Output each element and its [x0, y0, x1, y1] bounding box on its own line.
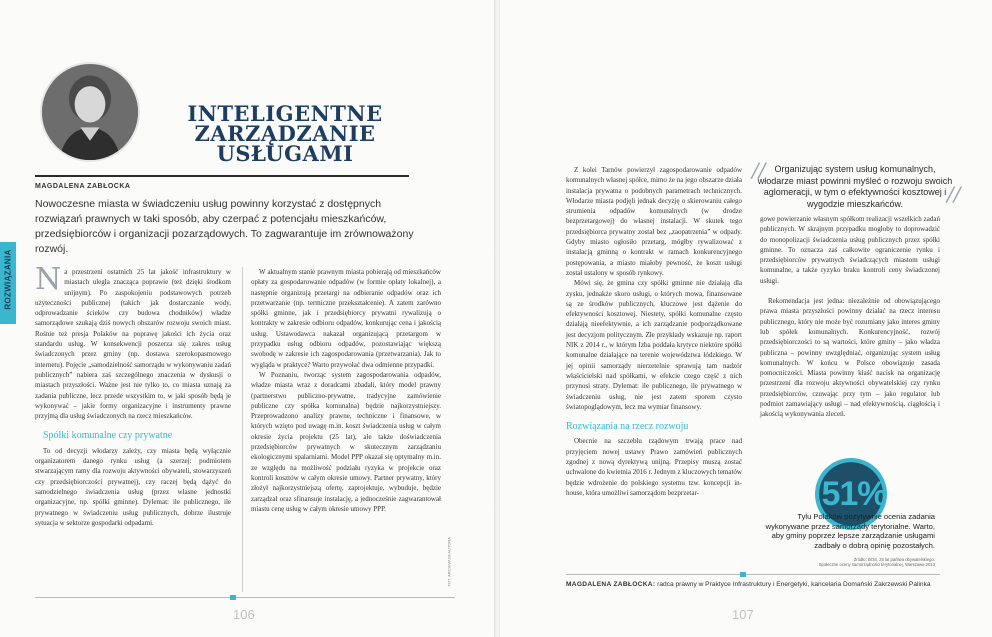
subheading: Rozwiązania na rzecz rozwoju	[566, 421, 689, 433]
page-number-right: 107	[732, 607, 754, 622]
left-column-1	[35, 262, 231, 528]
photo-credit: FOT. ARCHIWUM AUTORA	[446, 537, 452, 587]
author-name: MAGDALENA ZABŁOCKA	[35, 183, 131, 190]
paragraph: Obecnie na szczeblu rządowym trwają prace nad przyjęciem nowej ustawy Prawo zamówień publicznych zgodnej z nową dyrektywą unijną. Przepisy muszą zostać uchwalone do kwietnia 2016 r. Jednym z kluczowych tematów będzie wdrożenie do polskiego systemu tzw. koncepcji in-house, która umożliwi samorządom bezprzetar-	[566, 437, 742, 497]
paragraph: W Poznaniu, tworząc system zagospodarowania odpadów, władze miasta wraz z doradcami zbadali, który model prawny (partnerstwo publiczno-prywatne, tradycyjne zamówienie publiczne czy spółka komunalna) będzie najkorzystniejszy. Przeprowadzono analizy prawne, techniczne i finansowe, w których wzięto pod uwagę m.in. koszt świadczenia usług w całym okresie życia projektu (25 lat), ale także doświadczenia przedsiębiorców prywatnych w skutecznym zarządzaniu ekologicznymi spalarniami. Model PPP okazał się optymalny m.in. ze względu na możliwość podziału ryzyka w projekcie oraz kontroli kosztów w całym okresie umowy. Partner prywatny, który złożył najkorzystniejszą ofertę, zaprojektuje, wybuduje, będzie zarządzał oraz sfinansuje instalację, a jednocześnie zagwarantował miastu cenę usług w całym okresie umowy PPP.	[251, 370, 441, 513]
article-title	[165, 101, 405, 166]
lead-paragraph: Nowoczesne miasta w świadczeniu usług powinny korzystać z dostępnych rozwiązań prawnych w taki sposób, aby czerpać z potencjału mieszkańców, przedsiębiorców i organizacji pozarządowych. To zagwarantuje im zrównoważony rozwój.	[35, 198, 414, 255]
left-column-2	[251, 267, 441, 514]
title-rule	[35, 175, 409, 177]
stat-caption: Tylu Polaków pozytywnie ocenia zadania wykonywane przez samorządy terytorialne. Warto, aby gminy poprzez lepsze zarządzanie usługami zadbały o dobrą opinię pozostałych.	[765, 512, 935, 550]
title-line-3: USŁUGAMI	[216, 141, 354, 166]
section-tab	[0, 242, 16, 324]
quote-open-icon: //	[752, 158, 766, 182]
left-page	[0, 0, 494, 637]
footer-rule	[566, 574, 940, 575]
footer-rule	[35, 597, 455, 598]
title-line-1: INTELIGENTNE	[187, 101, 383, 126]
subheading: Spółki komunalne czy prywatne	[43, 430, 173, 442]
paragraph: Mówi się, że gmina czy spółki gminne nie działają dla zysku, jednakże skoro usługi, o których mowa, finansowane są ze środków publicznych, kluczowe jest dążenie do efektywności kosztowej. Niestety, spółki komunalne często działają nieefektywnie, a ich zarządzanie podporządkowane jest decyzjom politycznym. Złe przykłady wskazuje np. raport NIK z 2014 r., w którym Izba poddała krytyce niektóre spółki komunalne działające na terenie województwa łódzkiego. W jej opinii samorządy nierzetelnie sprawują tam nadzór właścicielski nad spółkami, w efekcie czego część z nich przynosi straty. Dylemat: ile publicznego, ile prywatnego w świadczeniu usług, nie jest zatem sporem czysto światopoglądowym, lecz ma wymiar finansowy.	[566, 279, 742, 411]
paragraph: W aktualnym stanie prawnym miasta pobierają od mieszkańców opłaty za gospodarowanie odpadów (w formie opłaty lokalnej), a następnie organizują przetargi na odbieranie odpadów oraz ich przetwarzanie (np. termiczne przekształcenie). A zatem zarówno spółki gminne, jak i przedsiębiorcy prywatni rywalizują o kontrakty w zakresie odbioru odpadów, konkurując cena i jakością usług. Ustawodawca nakazał organizującą przetargom w przypadku usług odbioru odpadów, pozostawiając większą swobodę w zakresie ich zagospodarowania (przetwarzania). Jak to wygląda w praktyce? Warto przywołać dwa odmienne przypadki.	[251, 268, 441, 369]
column-divider	[242, 267, 243, 592]
footer-marker	[740, 572, 746, 577]
stat-number: 51%	[821, 474, 887, 513]
paragraph: To od decyzji włodarzy zależy, czy miasta będą wyłącznie organizatorem danego rynku usług (a szerzej: podmiotem stwarzającym ramy dla rozwoju aktywności obywateli, stowarzyszeń czy przedsiębiorczości prywatnej), czy raczej będą dążyć do samodzielnego świadczenia usług (przez własne jednostki organizacyjne, np. spółki gminne). Dylemat: ile publicznego, ile prywatnego w świadczeniu usług publicznych, dobrze ilustruje sytuacja w sektorze gospodarki odpadami.	[35, 446, 231, 527]
footer-marker	[230, 595, 236, 600]
stat-source: Źródło: BOS, 25 lat pańtwa obywatelskiego. Społeczne oceny samorządności terytorialnej, Warszawa 2013	[818, 557, 935, 568]
section-tab-label: ROZWIĄZANIA	[3, 249, 13, 310]
quote-close-icon: //	[947, 182, 961, 206]
author-portrait	[40, 62, 140, 162]
right-column-1	[566, 165, 742, 498]
author-bio	[566, 581, 946, 588]
paragraph: Rekomendacja jest jedna: niezależnie od obowiązującego prawa miasta przyszłości powinny działać na rzecz interesu publicznego, który nie może być rozumiany jako interes gminy lub spółek komunalnych. Konkurencyjność, rozwój przedsiębiorczości to są wartości, które gminy – jako władza publiczna – powinny uwzględniać, organizując system usług komunalnych. W końcu w Polsce obowiązuje zasada pomocniczości. Miasta powinny kłaść nacisk na organizację przestrzeni dla rozwoju aktywności obywatelskiej czy rynku przedsiębiorców, czuwając przy tym – jako regulator lub podmiot zamawiający usługi – nad efektywnością, ciągłością i jakością wykonywania zleceń.	[760, 297, 940, 419]
title-line-2: ZARZĄDZANIE	[194, 121, 376, 146]
paragraph: Z kolei Tarnów powierzył zagospodarowanie odpadów komunalnych własnej spółce, mimo że na jego obszarze działa instalacja prywatna o podobnych parametrach technicznych. Włodarze miasta podjęli jednak decyzję o skierowaniu całego strumienia odpadów komunalnych (w drodze bezprzetargowej) do własnej instalacji. W skutek tego przedsiębiorca prywatny został bez „zaopatrzenia” w odpady. Gdyby miasto ogłosiło przetarg, mógłby rywalizować z instalacją gminną o kontrakt w ramach konkurencyjnego postępowania, a miasto miałoby pewność, że koszt usługi został ustalony w sposób rynkowy.	[566, 166, 742, 277]
paragraph: Na przestrzeni ostatnich 25 lat jakość infrastruktury w miastach uległa znacząca poprawie (też dzięki środkom unijnym). Po zaspokojeniu podstawowych potrzeb użyteczności publicznej (takich jak dostarczanie wody, odprowadzanie ścieków czy budowa chodników) władze samorządowe szukają dziś nowych obszarów rozwoju swoich miast. Rośnie też presja Polaków na poprawę jakości ich życia oraz standardu usług. W konsekwencji poszerza się zakres usług świadczonych przez gminy (np. dostawa szerokopasmowego internetu). Pojęcie „samodzielność samorządu w wykonywaniu zadań publicznych” nabiera zaś szczególnego znaczenia w dyskusji o miastach przyszłości. Ważne jest nie tylko to, co miasta uznają za zadania publiczne, lecz przede wszystkim to, w jaki sposób będą je wykonywać – jakie formy organizacyjne i instrumenty prawne przyjmą dla usług świadczonych na rzecz mieszkańców.	[35, 262, 231, 421]
page-number-left: 106	[233, 607, 255, 622]
paragraph: gowe powierzanie własnym spółkom realizacji wszelkich zadań publicznych. W skrajnym przypadku mogłoby to doprowadzić do monopolizacji świadczenia usług publicznych przez spółki gminne. To oznacza zaś całkowite ograniczenie rynku i przedsiębiorców prywatnych świadczących miastom usługi komunalne, a także ryzyko braku kontroli ceny świadczonej usługi.	[760, 215, 940, 285]
drop-cap: N	[35, 262, 62, 297]
bio-text: radca prawny w Praktyce Infrastruktury i Energetyki, kancelaria Domański Zakrzewski Palinka	[655, 581, 931, 588]
pull-quote: Organizując system usług komunalnych, włodarze miast powinni myśleć o rozwoju swoich aglomeracji, w tym o efektywności kosztowej i wygodzie mieszkańców.	[757, 164, 953, 209]
right-column-2	[760, 214, 940, 420]
bio-name: MAGDALENA ZABŁOCKA:	[566, 581, 656, 588]
